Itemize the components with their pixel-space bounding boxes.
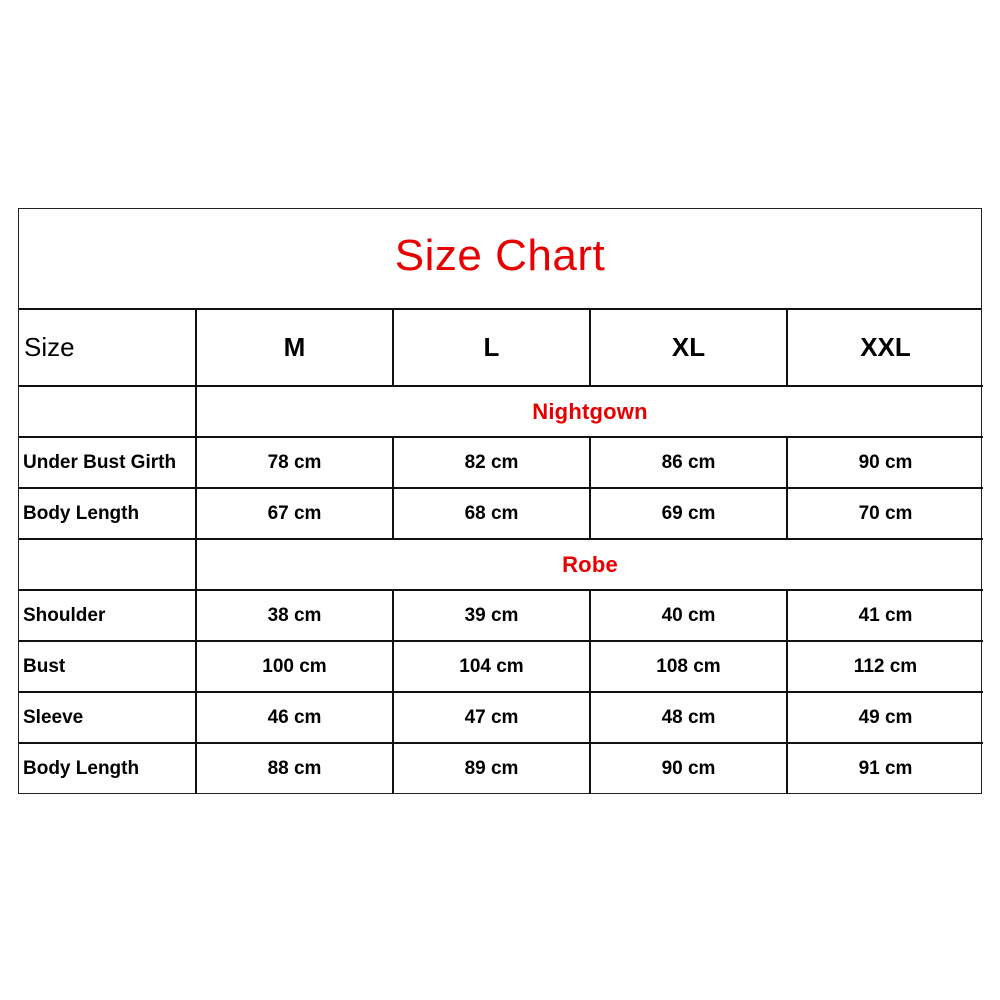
chart-title: Size Chart	[394, 230, 606, 280]
table-cell: 38 cm	[196, 590, 393, 641]
size-xl: XL	[590, 310, 787, 386]
row-label: Shoulder	[19, 590, 196, 641]
table-cell: 49 cm	[787, 692, 983, 743]
title-row	[19, 209, 981, 310]
section-row-nightgown	[19, 386, 983, 437]
row-label: Under Bust Girth	[19, 437, 196, 488]
section-row-robe	[19, 539, 983, 590]
table-cell: 88 cm	[196, 743, 393, 794]
table-cell: 46 cm	[196, 692, 393, 743]
table-cell: 90 cm	[787, 437, 983, 488]
table-cell: 108 cm	[590, 641, 787, 692]
section-title-nightgown: Nightgown	[196, 386, 983, 437]
size-chart	[18, 208, 982, 794]
table-cell: 86 cm	[590, 437, 787, 488]
table-cell: 69 cm	[590, 488, 787, 539]
table-cell: 70 cm	[787, 488, 983, 539]
table-cell: 67 cm	[196, 488, 393, 539]
table-row	[19, 488, 983, 539]
table-cell: 82 cm	[393, 437, 590, 488]
table-row	[19, 641, 983, 692]
table-cell: 47 cm	[393, 692, 590, 743]
table-cell: 68 cm	[393, 488, 590, 539]
table-cell: 40 cm	[590, 590, 787, 641]
table-cell: 104 cm	[393, 641, 590, 692]
section-title-robe: Robe	[196, 539, 983, 590]
table-cell: 41 cm	[787, 590, 983, 641]
table-row	[19, 692, 983, 743]
table-row	[19, 743, 983, 794]
table-cell: 89 cm	[393, 743, 590, 794]
row-label: Body Length	[19, 743, 196, 794]
size-l: L	[393, 310, 590, 386]
table-cell: 100 cm	[196, 641, 393, 692]
table-row	[19, 437, 983, 488]
size-header-label: Size	[24, 332, 75, 362]
table-row	[19, 590, 983, 641]
table-cell: 48 cm	[590, 692, 787, 743]
size-xxl: XXL	[787, 310, 983, 386]
row-label: Body Length	[19, 488, 196, 539]
size-table	[19, 310, 983, 794]
table-cell: 91 cm	[787, 743, 983, 794]
section-empty-cell	[19, 539, 196, 590]
table-cell: 39 cm	[393, 590, 590, 641]
table-cell: 112 cm	[787, 641, 983, 692]
table-cell: 90 cm	[590, 743, 787, 794]
row-label: Bust	[19, 641, 196, 692]
section-empty-cell	[19, 386, 196, 437]
size-m: M	[196, 310, 393, 386]
row-label: Sleeve	[19, 692, 196, 743]
header-row	[19, 310, 983, 386]
table-cell: 78 cm	[196, 437, 393, 488]
